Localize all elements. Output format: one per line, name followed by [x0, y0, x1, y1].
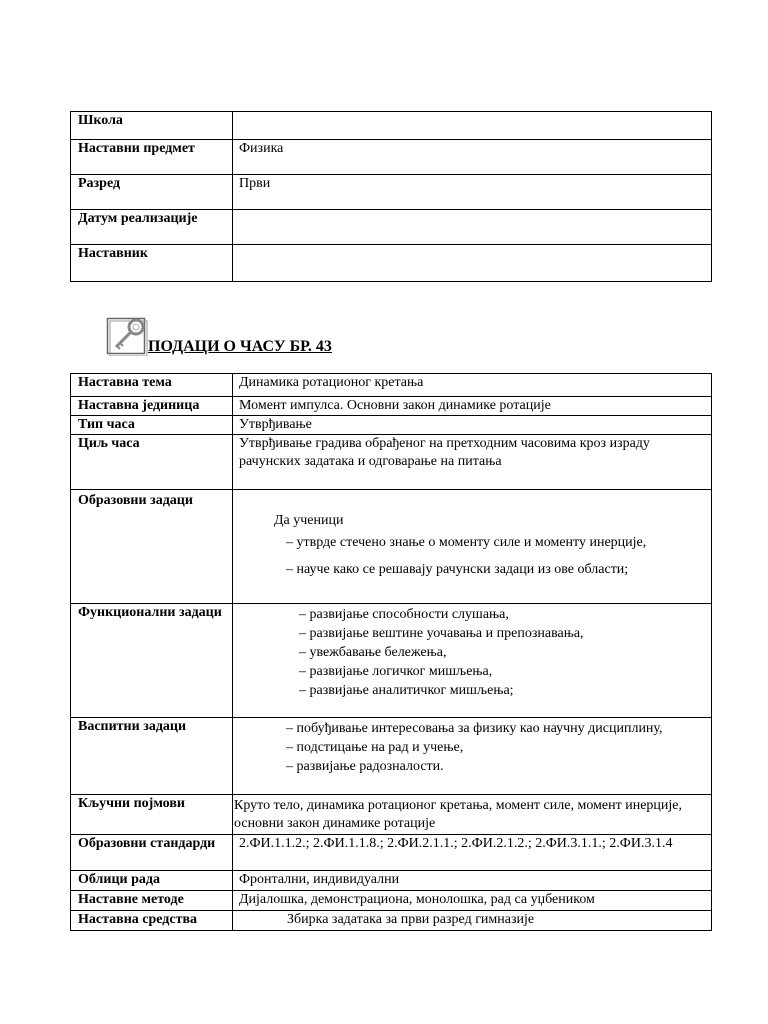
row-goal: [71, 435, 712, 490]
educational-tasks-label: Образовни задаци: [71, 490, 233, 604]
key-terms-value: Круто тело, динамика ротационог кретања, момент силе, момент инерције, основни закон динамике ротације: [233, 795, 712, 835]
row-grade: [71, 175, 712, 210]
row-date: [71, 210, 712, 245]
row-functional-tasks: [71, 604, 712, 718]
subject-label: Наставни предмет: [71, 140, 233, 175]
standards-label: Образовни стандарди: [71, 835, 233, 871]
key-terms-label: Кључни појмови: [71, 795, 233, 835]
work-forms-value: Фронтални, индивидуални: [233, 871, 712, 891]
educational-tasks-value: [233, 490, 712, 604]
educational-task-item: – утврде стечено знање о моменту силе и моменту инерције,: [286, 535, 647, 550]
upbringing-tasks-value: [233, 718, 712, 795]
teaching-aids-label: Наставна средства: [71, 911, 233, 931]
school-value: [233, 112, 712, 140]
grade-label: Разред: [71, 175, 233, 210]
lesson-data-table: [70, 373, 712, 931]
educational-task-item: – науче како се решавају рачунски задаци из ове области;: [286, 562, 629, 577]
educational-intro: Да ученици: [274, 513, 344, 528]
teaching-aids-value: Збирка задатака за први разред гимназије: [233, 911, 712, 931]
upbringing-tasks-label: Васпитни задаци: [71, 718, 233, 795]
topic-label: Наставна тема: [71, 374, 233, 397]
school-label: Школа: [71, 112, 233, 140]
unit-value: Момент импулса. Основни закон динамике ротације: [233, 397, 712, 416]
subject-value: Физика: [233, 140, 712, 175]
row-teacher: [71, 245, 712, 282]
row-topic: [71, 374, 712, 397]
section-title: ПОДАЦИ О ЧАСУ БР. 43: [148, 338, 332, 355]
row-upbringing-tasks: [71, 718, 712, 795]
functional-task-item: – развијање вештине уочавања и препознавања,: [299, 626, 584, 641]
functional-tasks-value: [233, 604, 712, 718]
methods-value: Дијалошка, демонстрациона, монолошка, рад са уџбеником: [233, 891, 712, 911]
row-school: [71, 112, 712, 140]
upbringing-task-item: – развијање радозналости.: [286, 759, 444, 774]
goal-label: Циљ часа: [71, 435, 233, 490]
row-type: [71, 416, 712, 435]
type-label: Тип часа: [71, 416, 233, 435]
row-standards: [71, 835, 712, 871]
row-teaching-aids: [71, 911, 712, 931]
grade-value: Први: [233, 175, 712, 210]
row-unit: [71, 397, 712, 416]
row-subject: [71, 140, 712, 175]
functional-task-item: – развијање способности слушања,: [299, 607, 509, 622]
header-info-table: [70, 111, 712, 282]
functional-task-item: – развијање аналитичког мишљења;: [299, 683, 514, 698]
date-label: Датум реализације: [71, 210, 233, 245]
standards-value: 2.ФИ.1.1.2.; 2.ФИ.1.1.8.; 2.ФИ.2.1.1.; 2.ФИ.2.1.2.; 2.ФИ.3.1.1.; 2.ФИ.3.1.4: [233, 835, 712, 871]
methods-label: Наставне методе: [71, 891, 233, 911]
functional-task-item: – увежбавање бележења,: [299, 645, 447, 660]
teacher-label: Наставник: [71, 245, 233, 282]
type-value: Утврђивање: [233, 416, 712, 435]
date-value: [233, 210, 712, 245]
row-educational-tasks: [71, 490, 712, 604]
upbringing-task-item: – подстицање на рад и учење,: [286, 740, 464, 755]
row-work-forms: [71, 871, 712, 891]
work-forms-label: Облици рада: [71, 871, 233, 891]
upbringing-task-item: – побуђивање интересовања за физику као научну дисциплину,: [286, 721, 663, 736]
goal-value: Утврђивање градива обрађеног на претходним часовима кроз израду рачунских задатака и одговарање на питања: [233, 435, 712, 490]
teacher-value: [233, 245, 712, 282]
functional-task-item: – развијање логичког мишљења,: [299, 664, 493, 679]
row-methods: [71, 891, 712, 911]
functional-tasks-label: Функционални задаци: [71, 604, 233, 718]
key-icon: [106, 314, 150, 356]
unit-label: Наставна јединица: [71, 397, 233, 416]
row-key-terms: [71, 795, 712, 835]
topic-value: Динамика ротационог кретања: [233, 374, 712, 397]
